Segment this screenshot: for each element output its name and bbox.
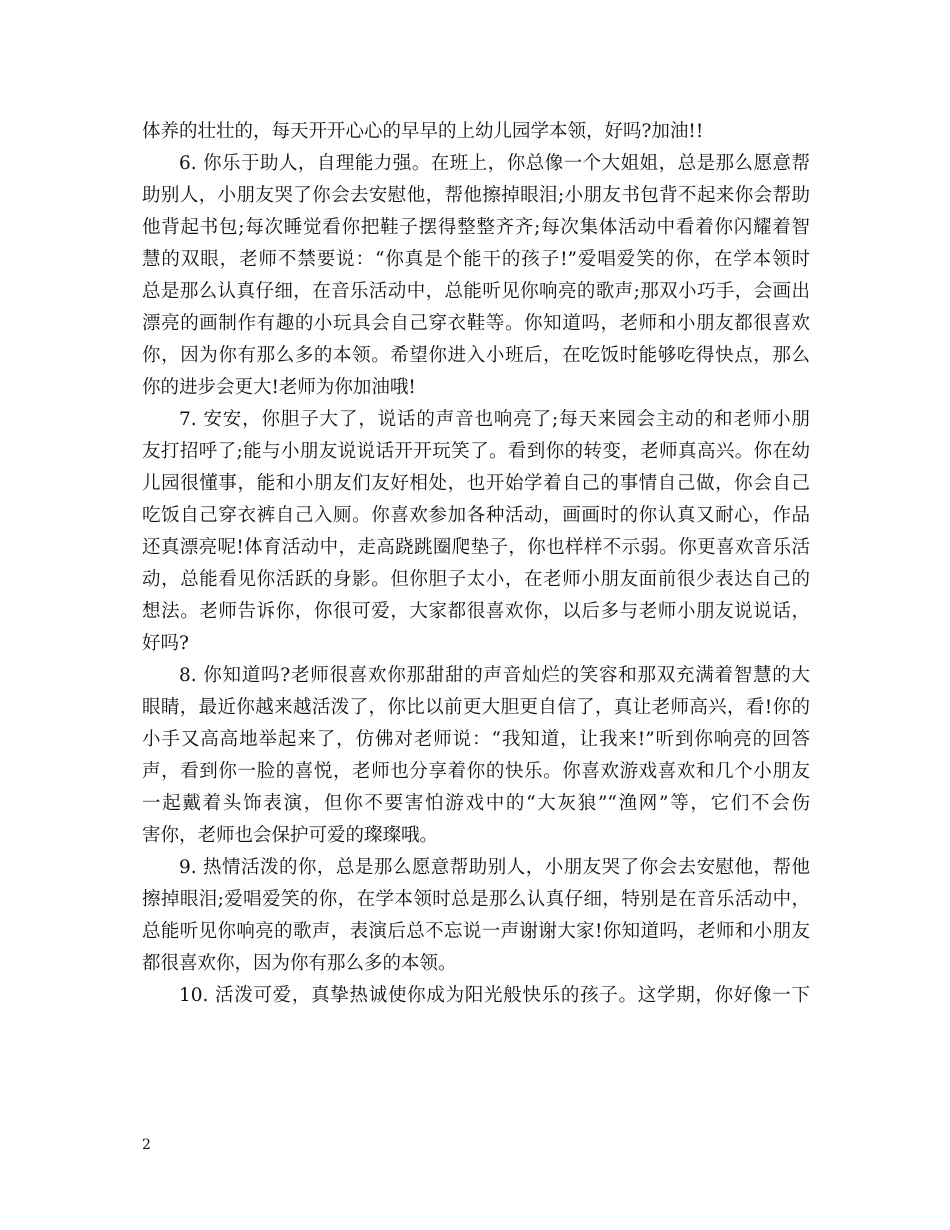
document-body <box>142 116 810 1012</box>
text-line: 好吗? <box>142 633 189 654</box>
text-line: 总能听见你响亮的歌声，表演后总不忘说一声谢谢大家!你知道吗，老师和小朋友 <box>142 921 810 942</box>
text-line: 眼睛，最近你越来越活泼了，你比以前更大胆更自信了，真让老师高兴，看!你的 <box>142 697 810 718</box>
text-line: 儿园很懂事，能和小朋友们友好相处，也开始学着自己的事情自己做，你会自己 <box>142 473 810 494</box>
text-line: 友打招呼了;能与小朋友说说话开开玩笑了。看到你的转变，老师真高兴。你在幼 <box>142 441 810 462</box>
text-line: 慧的双眼，老师不禁要说：“你真是个能干的孩子!”爱唱爱笑的你，在学本领时 <box>142 249 810 270</box>
text-line: 小手又高高地举起来了，仿佛对老师说：“我知道，让我来!”听到你响亮的回答 <box>142 729 810 750</box>
text-line: 擦掉眼泪;爱唱爱笑的你，在学本领时总是那么认真仔细，特别是在音乐活动中， <box>142 889 810 910</box>
text-line: 7. 安安，你胆子大了，说话的声音也响亮了;每天来园会主动的和老师小朋 <box>179 409 810 430</box>
text-line: 都很喜欢你，因为你有那么多的本领。 <box>142 953 457 974</box>
text-line: 8. 你知道吗?老师很喜欢你那甜甜的声音灿烂的笑容和那双充满着智慧的大 <box>179 665 810 686</box>
text-line: 漂亮的画制作有趣的小玩具会自己穿衣鞋等。你知道吗，老师和小朋友都很喜欢 <box>142 313 810 334</box>
text-line: 6. 你乐于助人，自理能力强。在班上，你总像一个大姐姐，总是那么愿意帮 <box>179 153 810 174</box>
text-line: 声，看到你一脸的喜悦，老师也分享着你的快乐。你喜欢游戏喜欢和几个小朋友 <box>142 761 810 782</box>
page-number: 2 <box>142 1137 151 1153</box>
text-line: 9. 热情活泼的你，总是那么愿意帮助别人，小朋友哭了你会去安慰他，帮他 <box>179 857 810 878</box>
text-line: 想法。老师告诉你，你很可爱，大家都很喜欢你，以后多与老师小朋友说说话， <box>142 601 810 622</box>
text-line: 体养的壮壮的，每天开开心心的早早的上幼儿园学本领，好吗?加油!! <box>142 121 704 142</box>
text-line: 10. 活泼可爱，真挚热诚使你成为阳光般快乐的孩子。这学期，你好像一下 <box>179 985 810 1006</box>
text-line: 助别人，小朋友哭了你会去安慰他，帮他擦掉眼泪;小朋友书包背不起来你会帮助 <box>142 185 810 206</box>
text-line: 总是那么认真仔细，在音乐活动中，总能听见你响亮的歌声;那双小巧手，会画出 <box>142 281 810 302</box>
text-line: 你，因为你有那么多的本领。希望你进入小班后，在吃饭时能够吃得快点，那么 <box>142 345 810 366</box>
text-line: 还真漂亮呢!体育活动中，走高跷跳圈爬垫子，你也样样不示弱。你更喜欢音乐活 <box>142 537 810 558</box>
text-line: 他背起书包;每次睡觉看你把鞋子摆得整整齐齐;每次集体活动中看着你闪耀着智 <box>142 217 810 238</box>
text-line: 一起戴着头饰表演，但你不要害怕游戏中的“大灰狼”“渔网”等，它们不会伤 <box>142 793 810 814</box>
text-line: 害你，老师也会保护可爱的璨璨哦。 <box>142 825 439 846</box>
text-line: 你的进步会更大!老师为你加油哦! <box>142 377 416 398</box>
text-line: 动，总能看见你活跃的身影。但你胆子太小，在老师小朋友面前很少表达自己的 <box>142 569 810 590</box>
text-line: 吃饭自己穿衣裤自己入厕。你喜欢参加各种活动，画画时的你认真又耐心，作品 <box>142 505 810 526</box>
